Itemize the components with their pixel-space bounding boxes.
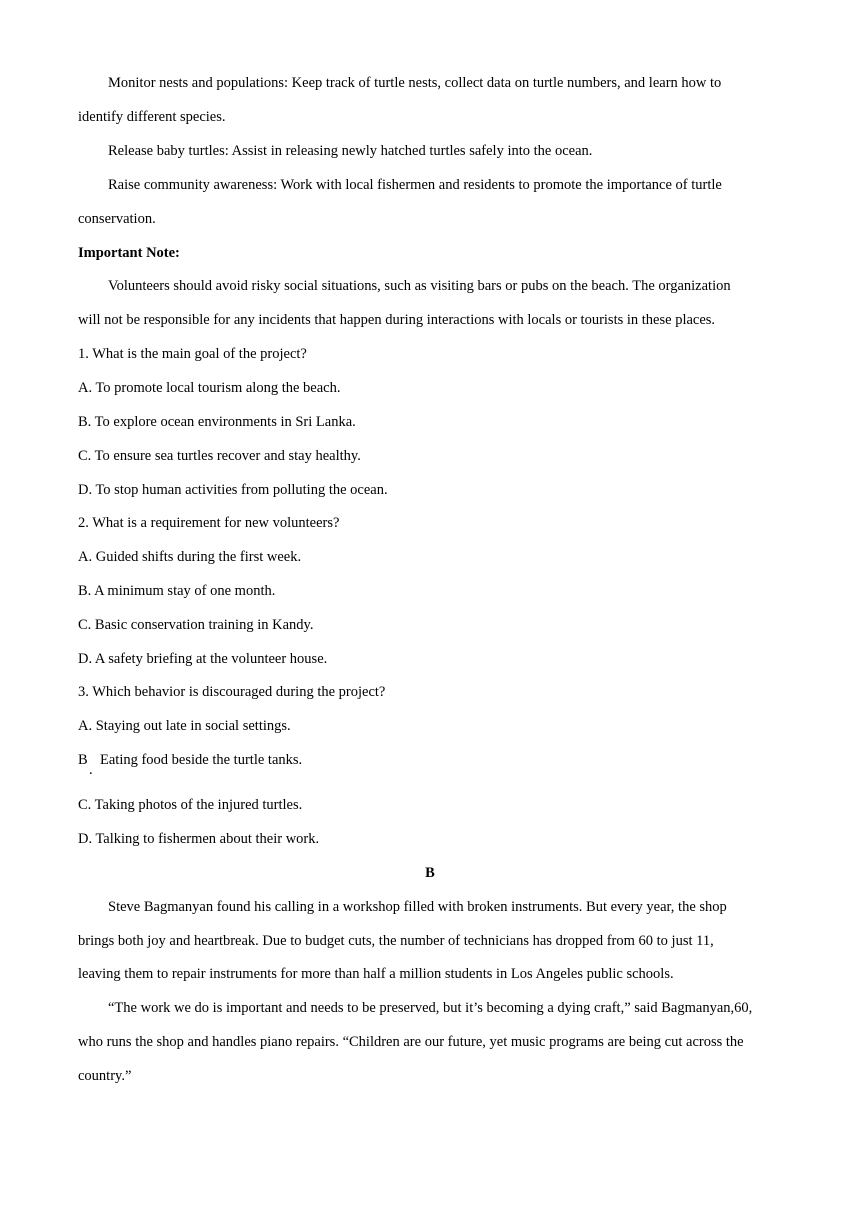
paragraph-monitor-line-2: identify different species.: [78, 109, 226, 125]
question-2-option-b: B. A minimum stay of one month.: [78, 583, 276, 599]
question-1-option-d: D. To stop human activities from polluting the ocean.: [78, 482, 388, 498]
section-b-paragraph-1-line-1: Steve Bagmanyan found his calling in a workshop filled with broken instruments. But every year, the shop: [108, 899, 727, 915]
question-1-option-a: A. To promote local tourism along the beach.: [78, 380, 341, 396]
paragraph-note-line-2: will not be responsible for any incidents that happen during interactions with locals or tourists in these places.: [78, 312, 716, 328]
paragraph-note-line-1: Volunteers should avoid risky social situations, such as visiting bars or pubs on the beach. The organization: [108, 278, 731, 294]
section-b-heading: B: [425, 865, 435, 881]
question-3-option-a: A. Staying out late in social settings.: [78, 718, 291, 734]
question-3-prompt: 3. Which behavior is discouraged during the project?: [78, 684, 386, 700]
paragraph-awareness-line-1: Raise community awareness: Work with local fishermen and residents to promote the importance of turtle: [108, 177, 722, 193]
paragraph-monitor-line-1: Monitor nests and populations: Keep track of turtle nests, collect data on turtle numbers, and learn how to: [108, 75, 722, 91]
question-2-option-d: D. A safety briefing at the volunteer house.: [78, 651, 328, 667]
section-b-paragraph-2-line-3: country.”: [78, 1068, 132, 1084]
question-2-option-a: A. Guided shifts during the first week.: [78, 549, 302, 565]
question-1-option-b: B. To explore ocean environments in Sri Lanka.: [78, 414, 356, 430]
section-b-paragraph-1-line-2: brings both joy and heartbreak. Due to budget cuts, the number of technicians has dropped from 60 to just 11,: [78, 933, 714, 949]
question-1-prompt: 1. What is the main goal of the project?: [78, 346, 307, 362]
question-1-option-c: C. To ensure sea turtles recover and stay healthy.: [78, 448, 361, 464]
question-2-prompt: 2. What is a requirement for new volunteers?: [78, 515, 340, 531]
question-3-option-d: D. Talking to fishermen about their work.: [78, 831, 320, 847]
section-b-paragraph-1-line-3: leaving them to repair instruments for more than half a million students in Los Angeles public schools.: [78, 966, 674, 982]
question-3-option-b-letter: B: [78, 752, 88, 768]
section-b-paragraph-2-line-2: who runs the shop and handles piano repairs. “Children are our future, yet music programs are being cut across the: [78, 1034, 744, 1050]
paragraph-release: Release baby turtles: Assist in releasing newly hatched turtles safely into the ocean.: [108, 143, 593, 159]
paragraph-awareness-line-2: conservation.: [78, 211, 156, 227]
question-3-option-c: C. Taking photos of the injured turtles.: [78, 797, 303, 813]
question-3-option-b-text: Eating food beside the turtle tanks.: [100, 752, 303, 768]
question-2-option-c: C. Basic conservation training in Kandy.: [78, 617, 314, 633]
section-b-paragraph-2-line-1: “The work we do is important and needs to be preserved, but it’s becoming a dying craft,” said Bagmanyan,60,: [108, 1000, 753, 1016]
note-heading: Important Note:: [78, 245, 180, 261]
question-3-option-b-dot: .: [89, 762, 93, 778]
